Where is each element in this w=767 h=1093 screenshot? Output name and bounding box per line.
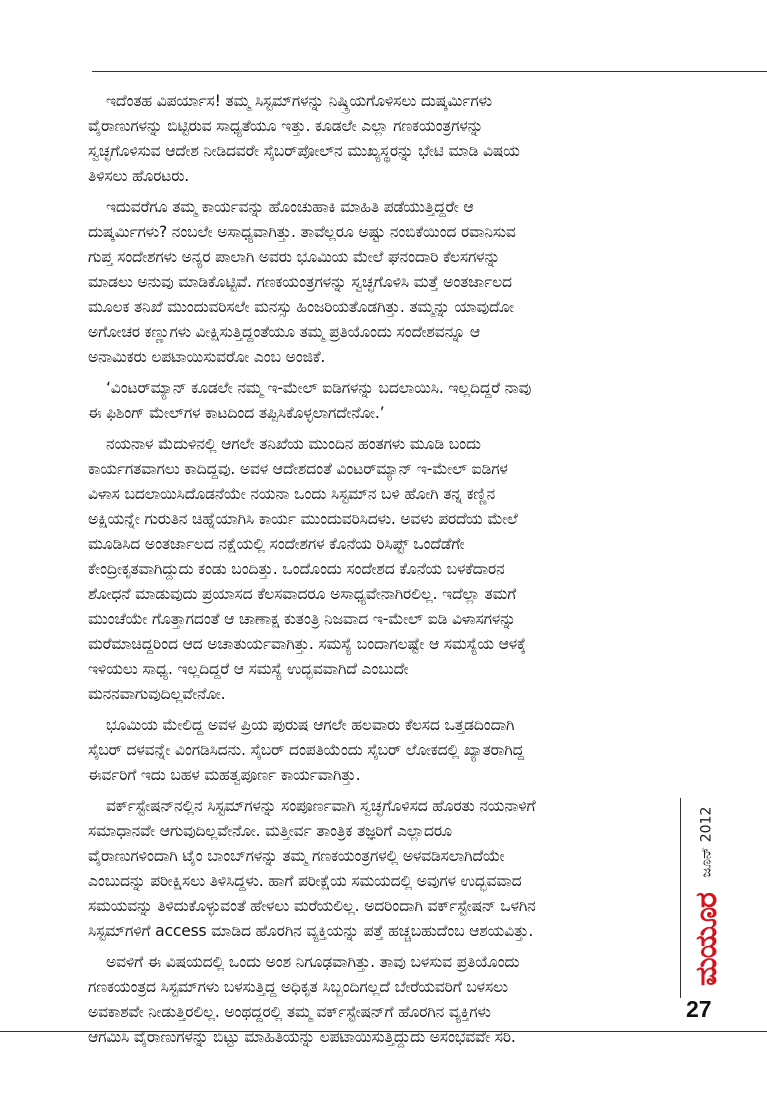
text-line: ವಿಳಾಸ ಬದಲಾಯಿಸಿದೊಡನೆಯೇ ನಯನಾ ಒಂದು ಸಿಸ್ಟಮ್‌ನ ಬಳಿ ಹೋಗಿ ತನ್ನ ಕಣ್ಣಿನ (88, 485, 495, 503)
text-line: ದುಷ್ಕರ್ಮಿಗಳು? ನಂಬಲೇ ಅಸಾಧ್ಯವಾಗಿತ್ತು. ತಾವೆಲ್ಲರೂ ಅಷ್ಟು ನಂಬಿಕೆಯಿಂದ ರವಾನಿಸುವ (88, 223, 516, 241)
magazine-logo-text: ಮಯೂರ (688, 892, 724, 986)
text-line: ಮನನವಾಗುವುದಿಲ್ಲವೇನೋ. (88, 685, 226, 703)
text-line: ಇದುವರೆಗೂ ತಮ್ಮ ಕಾರ್ಯವನ್ನು ಹೊಂಚುಹಾಕಿ ಮಾಹಿತಿ ಪಡೆಯುತ್ತಿದ್ದರೇ ಆ (106, 198, 474, 216)
text-line: ಇಳಿಯಲು ಸಾಧ್ಯ. ಇಲ್ಲದಿದ್ದರೆ ಆ ಸಮಸ್ಯೆ ಉದ್ಭವವಾಗಿದೆ ಎಂಬುದೇ (88, 660, 409, 678)
paragraph (88, 950, 668, 1050)
text-line: ಮುಂಚೆಯೇ ಗೊತ್ತಾಗದಂತೆ ಆ ಚಾಣಾಕ್ಷ ಕುತಂತ್ರಿ ನಿಜವಾದ ಇ-ಮೇಲ್ ಐಡಿ ವಿಳಾಸಗಳನ್ನು (88, 610, 516, 628)
top-rule (92, 71, 767, 72)
text-line: ಸಿಸ್ಟಮ್‌ಗಳಿಗೆ access ಮಾಡಿದ ಹೊರಗಿನ ವ್ಯಕ್ತಿಯನ್ನು ಪತ್ತೆ ಹಚ್ಚಬಹುದೆಂಬ ಆಶಯವಿತ್ತು. (88, 922, 534, 940)
paragraph (88, 89, 668, 189)
text-line: ಭೂಮಿಯ ಮೇಲಿದ್ದ ಅವಳ ಪ್ರಿಯ ಪುರುಷ ಆಗಲೇ ಹಲವಾರು ಕೆಲಸದ ಒತ್ತಡದಿಂದಾಗಿ (106, 716, 515, 734)
text-line: ಆಗಮಿಸಿ ವೈರಾಣುಗಳನ್ನು ಬಿಟ್ಟು ಮಾಹಿತಿಯನ್ನು ಲಪಟಾಯಿಸುತ್ತಿದ್ದುದು ಅಸಂಭವವೇ ಸರಿ. (88, 1028, 516, 1046)
text-line: ಗಣಕಯಂತ್ರದ ಸಿಸ್ಟಮ್‌ಗಳು ಬಳಸುತ್ತಿದ್ದ ಅಧಿಕೃತ ಸಿಬ್ಬಂದಿಗಲ್ಲದೆ ಬೇರೆಯವರಿಗೆ ಬಳಸಲು (88, 978, 508, 996)
text-line: ಇದೆಂತಹ ವಿಪರ್ಯಾಸ! ತಮ್ಮ ಸಿಸ್ಟಮ್‌ಗಳನ್ನು ನಿಷ್ಕ್ರಿಯಗೊಳಿಸಲು ದುಷ್ಕರ್ಮಿಗಳು (106, 92, 492, 110)
text-line: ವೈರಾಣುಗಳಿಂದಾಗಿ ಟೈಂ ಬಾಂಬ್‌ಗಳನ್ನು ತಮ್ಮ ಗಣಕಯಂತ್ರಗಳಲ್ಲಿ ಅಳವಡಿಸಲಾಗಿದೆಯೇ (88, 847, 505, 865)
text-line: ಈರ್ವರಿಗೆ ಇದು ಬಹಳ ಮಹತ್ವಪೂರ್ಣ ಕಾರ್ಯವಾಗಿತ್ತು. (88, 766, 361, 784)
text-line: ಮೂಡಿಸಿದ ಅಂತರ್ಜಾಲದ ನಕ್ಷೆಯಲ್ಲಿ ಸಂದೇಶಗಳ ಕೊನೆಯ ರಿಸಿಪ್ಟ್ ಒಂದೆಡೆಗೇ (88, 535, 465, 553)
text-line: ಸಮಯವನ್ನು ತಿಳಿದುಕೊಳ್ಳುವಂತೆ ಹೇಳಲು ಮರೆಯಲಿಲ್ಲ. ಅದರಿಂದಾಗಿ ವರ್ಕ್‌ಸ್ಟೇಷನ್ ಒಳಗಿನ (88, 897, 536, 915)
text-line: ಗುಪ್ತ ಸಂದೇಶಗಳು ಅನ್ಯರ ಪಾಲಾಗಿ ಅವರು ಭೂಮಿಯ ಮೇಲೆ ಘನಂದಾರಿ ಕೆಲಸಗಳನ್ನು (88, 248, 500, 266)
text-line: ಕಾರ್ಯಗತವಾಗಲು ಕಾದಿದ್ದವು. ಅವಳ ಆದೇಶದಂತೆ ವಿಂಟರ್‌ಮ್ಯಾನ್ ಇ-ಮೇಲ್ ಐಡಿಗಳ (88, 460, 508, 478)
text-line: ತಿಳಿಸಲು ಹೊರಟರು. (88, 167, 190, 185)
text-line: ವೈರಾಣುಗಳನ್ನು ಬಿಟ್ಟಿರುವ ಸಾಧ್ಯತೆಯೂ ಇತ್ತು. ಕೂಡಲೇ ಎಲ್ಲಾ ಗಣಕಯಂತ್ರಗಳನ್ನು (88, 117, 484, 135)
article-body (88, 89, 668, 1056)
text-line: ಸಮಾಧಾನವೇ ಆಗುವುದಿಲ್ಲವೇನೋ. ಮತ್ತೀರ್ವ ತಾಂತ್ರಿಕ ತಜ್ಞರಿಗೆ ಎಲ್ಲಾದರೂ (88, 822, 452, 840)
text-line: ವರ್ಕ್‌ಸ್ಟೇಷನ್‌ನಲ್ಲಿನ ಸಿಸ್ಟಮ್‌ಗಳನ್ನು ಸಂಪೂರ್ಣವಾಗಿ ಸ್ವಚ್ಛಗೊಳಿಸದ ಹೊರತು ನಯನಾಳಿಗೆ (106, 797, 536, 815)
text-line: ಎಂಬುದನ್ನು ಪರೀಕ್ಷಿಸಲು ತಿಳಿಸಿದ್ದಳು. ಹಾಗೆ ಪರೀಕ್ಷೆಯ ಸಮಯದಲ್ಲಿ ಅವುಗಳ ಉದ್ಭವವಾದ (88, 872, 522, 890)
page-number: 27 (686, 996, 712, 1022)
text-line: ಸ್ವಚ್ಛಗೊಳಿಸುವ ಆದೇಶ ನೀಡಿದವರೇ ಸೈಬರ್‌ಪೋಲ್‌ನ ಮುಖ್ಯಸ್ಥರನ್ನು ಭೇಟಿ ಮಾಡಿ ವಿಷಯ (88, 142, 520, 160)
paragraph (88, 432, 668, 707)
text-line: ಅವಳಿಗೆ ಈ ವಿಷಯದಲ್ಲಿ ಒಂದು ಅಂಶ ನಿಗೂಢವಾಗಿತ್ತು. ತಾವು ಬಳಸುವ ಪ್ರತಿಯೊಂದು (106, 953, 520, 971)
magazine-logo (686, 884, 726, 994)
paragraph (88, 376, 668, 426)
text-line: ‘ವಿಂಟರ್‌ಮ್ಯಾನ್ ಕೂಡಲೇ ನಮ್ಮ ಇ-ಮೇಲ್ ಐಡಿಗಳನ್ನು ಬದಲಾಯಿಸಿ. ಇಲ್ಲದಿದ್ದರೆ ನಾವು (106, 379, 532, 397)
text-line: ಅಗೋಚರ ಕಣ್ಣುಗಳು ವೀಕ್ಷಿಸುತ್ತಿದ್ದಂತೆಯೂ ತಮ್ಮ ಪ್ರತಿಯೊಂದು ಸಂದೇಶವನ್ನೂ ಆ (88, 323, 480, 341)
text-line: ಮಾಡಲು ಅನುವು ಮಾಡಿಕೊಟ್ಟಿವೆ. ಗಣಕಯಂತ್ರಗಳನ್ನು ಸ್ವಚ್ಛಗೊಳಿಸಿ ಮತ್ತೆ ಅಂತರ್ಜಾಲದ (88, 273, 512, 291)
paragraph (88, 794, 668, 944)
text-line: ಸೈಬರ್ ದಳವನ್ನೇ ವಿಂಗಡಿಸಿದನು. ಸೈಬರ್ ದಂಪತಿಯೆಂದು ಸೈಬರ್ ಲೋಕದಲ್ಲಿ ಖ್ಯಾತರಾಗಿದ್ದ (88, 741, 524, 759)
bottom-rule (0, 1031, 767, 1032)
issue-date-text: ಜೂನ್ 2012 (698, 806, 714, 878)
text-line: ಮರೆಮಾಚಿದ್ದರಿಂದ ಆದ ಅಚಾತುರ್ಯವಾಗಿತ್ತು. ಸಮಸ್ಯೆ ಬಂದಾಗಲಷ್ಟೇ ಆ ಸಮಸ್ಯೆಯ ಆಳಕ್ಕೆ (88, 635, 526, 653)
text-line: ಈ ಫಿಶಿಂಗ್ ಮೇಲ್‌ಗಳ ಕಾಟದಿಂದ ತಪ್ಪಿಸಿಕೊಳ್ಳಲಾಗದೇನೋ.’ (88, 404, 385, 422)
text-line: ಅಕ್ಷಿಯನ್ನೇ ಗುರುತಿನ ಚಿಹ್ನೆಯಾಗಿಸಿ ಕಾರ್ಯ ಮುಂದುವರಿಸಿದಳು. ಅವಳು ಪರದೆಯ ಮೇಲೆ (88, 510, 518, 528)
text-line: ಮೂಲಕ ತನಿಖೆ ಮುಂದುವರಿಸಲೇ ಮನಸ್ಸು ಹಿಂಜರಿಯತೊಡಗಿತ್ತು. ತಮ್ಮನ್ನು ಯಾವುದೋ (88, 298, 514, 316)
issue-date (686, 800, 726, 884)
paragraph (88, 195, 668, 370)
sidebar-rule (680, 798, 681, 998)
text-line: ಅವಕಾಶವೇ ನೀಡುತ್ತಿರಲಿಲ್ಲ. ಅಂಥದ್ದರಲ್ಲಿ ತಮ್ಮ ವರ್ಕ್‌ಸ್ಟೇಷನ್‌ಗೆ ಹೊರಗಿನ ವ್ಯಕ್ತಿಗಳು (88, 1003, 491, 1021)
text-line: ನಯನಾಳ ಮೆದುಳಿನಲ್ಲಿ ಆಗಲೇ ತನಿಖೆಯ ಮುಂದಿನ ಹಂತಗಳು ಮೂಡಿ ಬಂದು (106, 435, 481, 453)
paragraph (88, 713, 668, 788)
text-line: ಶೋಧನೆ ಮಾಡುವುದು ಪ್ರಯಾಸದ ಕೆಲಸವಾದರೂ ಅಸಾಧ್ಯವೇನಾಗಿರಲಿಲ್ಲ. ಇದೆಲ್ಲಾ ತಮಗೆ (88, 585, 517, 603)
text-line: ಕೇಂದ್ರೀಕೃತವಾಗಿದ್ದುದು ಕಂಡು ಬಂದಿತ್ತು. ಒಂದೊಂದು ಸಂದೇಶದ ಕೊನೆಯ ಬಳಕೆದಾರನ (88, 560, 505, 578)
text-line: ಅನಾಮಿಕರು ಲಪಟಾಯಿಸುವರೋ ಎಂಬ ಅಂಜಿಕೆ. (88, 348, 326, 366)
